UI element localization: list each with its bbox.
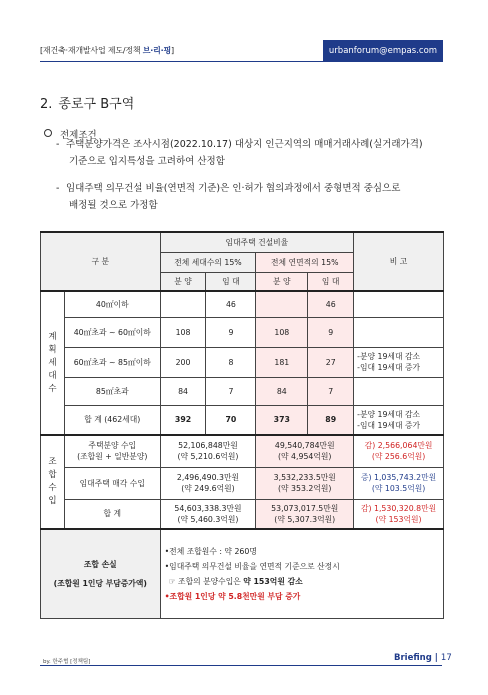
col-header-gubun: 구 분 [41, 232, 161, 291]
income-note: 감) 2,566,064만원 (약 256.6억원) [354, 435, 444, 467]
circle-bullet-icon [44, 129, 52, 137]
table-row-loss [41, 529, 444, 618]
header-divider [40, 61, 442, 62]
table-row: 85㎡초과 84 7 84 7 [41, 377, 444, 405]
premise-item-1: - 주택분양가격은 조사시점(2022.10.17) 대상지 인근지역의 매매거래사례(실거래가격) 기준으로 입지특성을 고려하여 산정함 [56, 136, 423, 170]
table-row: 임대주택 매각 수입 2,496,490.3만원 (약 249.6억원) 3,532,233.5만원 (약 353.2억원) 증) 1,035,743.2만원 (약 103.5억원) [41, 467, 444, 499]
col-header-rent-1: 임 대 [206, 272, 256, 291]
units-total-note: -분양 19세대 감소 -임대 19세대 증가 [354, 405, 444, 435]
header-category: [재건축·재개발사업 제도/정책 브·리·핑] [40, 46, 174, 55]
premise-heading: 전제조건 [44, 127, 97, 141]
col-header-sale-1: 분 양 [160, 272, 206, 291]
premise-item-2: - 임대주택 의무건설 비율(연면적 기준)은 인·허가 협의과정에서 중형면적 중심으로 배정될 것으로 가정함 [56, 180, 400, 214]
section-title: 2. 종로구 B구역 [40, 97, 135, 112]
units-group-label: 계 획 세 대 수 [41, 291, 65, 435]
header-email: urbanforum@empas.com [323, 40, 443, 62]
footer-divider [40, 665, 442, 666]
footer-author: by. 한주협 [정책팀] [43, 659, 91, 665]
table-row: 40㎡초과 ~ 60㎡이하 108 9 108 9 [41, 317, 444, 347]
header-brand: 브·리·핑 [142, 46, 172, 55]
dash-icon: - [56, 183, 60, 194]
units-note: -분양 19세대 감소 -임대 19세대 증가 [354, 347, 444, 377]
col-header-rent-2: 임 대 [308, 272, 354, 291]
income-group-label: 조 합 수 입 [41, 435, 65, 529]
table-row: 60㎡초과 ~ 85㎡이하 200 8 181 27 -분양 19세대 감소 -임대 19세대 증가 [41, 347, 444, 377]
col-header-area15: 전체 연면적의 15% [256, 252, 354, 272]
income-note: 증) 1,035,743.2만원 (약 103.5억원) [354, 467, 444, 499]
loss-label: 조합 손실 (조합원 1인당 부담증가액) [41, 529, 161, 618]
col-header-units15: 전체 세대수의 15% [160, 252, 256, 272]
table-row: 계 획 세 대 수 40㎡이하 46 46 [41, 291, 444, 317]
col-header-bigo: 비 고 [354, 232, 444, 291]
footer-page: Briefing | 17 [394, 653, 452, 663]
loss-detail: •전체 조합원수 : 약 260명 •임대주택 의무건설 비율을 연면적 기준으로 산정시 ☞ 조합의 분양수입은 약 153억원 감소 •조합원 1인당 약 5.8천만원 부담 증가 [160, 529, 443, 618]
comparison-table [40, 231, 444, 619]
dash-icon: - [56, 139, 60, 150]
col-header-sale-2: 분 양 [256, 272, 308, 291]
table-row-total: 합 계 54,603,338.3만원 (약 5,460.3억원) 53,073,017.5만원 (약 5,307.3억원) 감) 1,530,320.8만원 (약 153억원) [41, 499, 444, 529]
table-row-total: 합 계 (462세대) 392 70 373 89 -분양 19세대 감소 -임대 19세대 증가 [41, 405, 444, 435]
table-row: 조 합 수 입 주택분양 수입 (조합원 + 일반분양) 52,106,848만원 (약 5,210.6억원) 49,540,784만원 (약 4,954억원) 감) 2,566,064만원 (약 256.6억원) [41, 435, 444, 467]
income-note: 감) 1,530,320.8만원 (약 153억원) [354, 499, 444, 529]
col-header-rental-ratio: 임대주택 건설비율 [160, 232, 354, 252]
